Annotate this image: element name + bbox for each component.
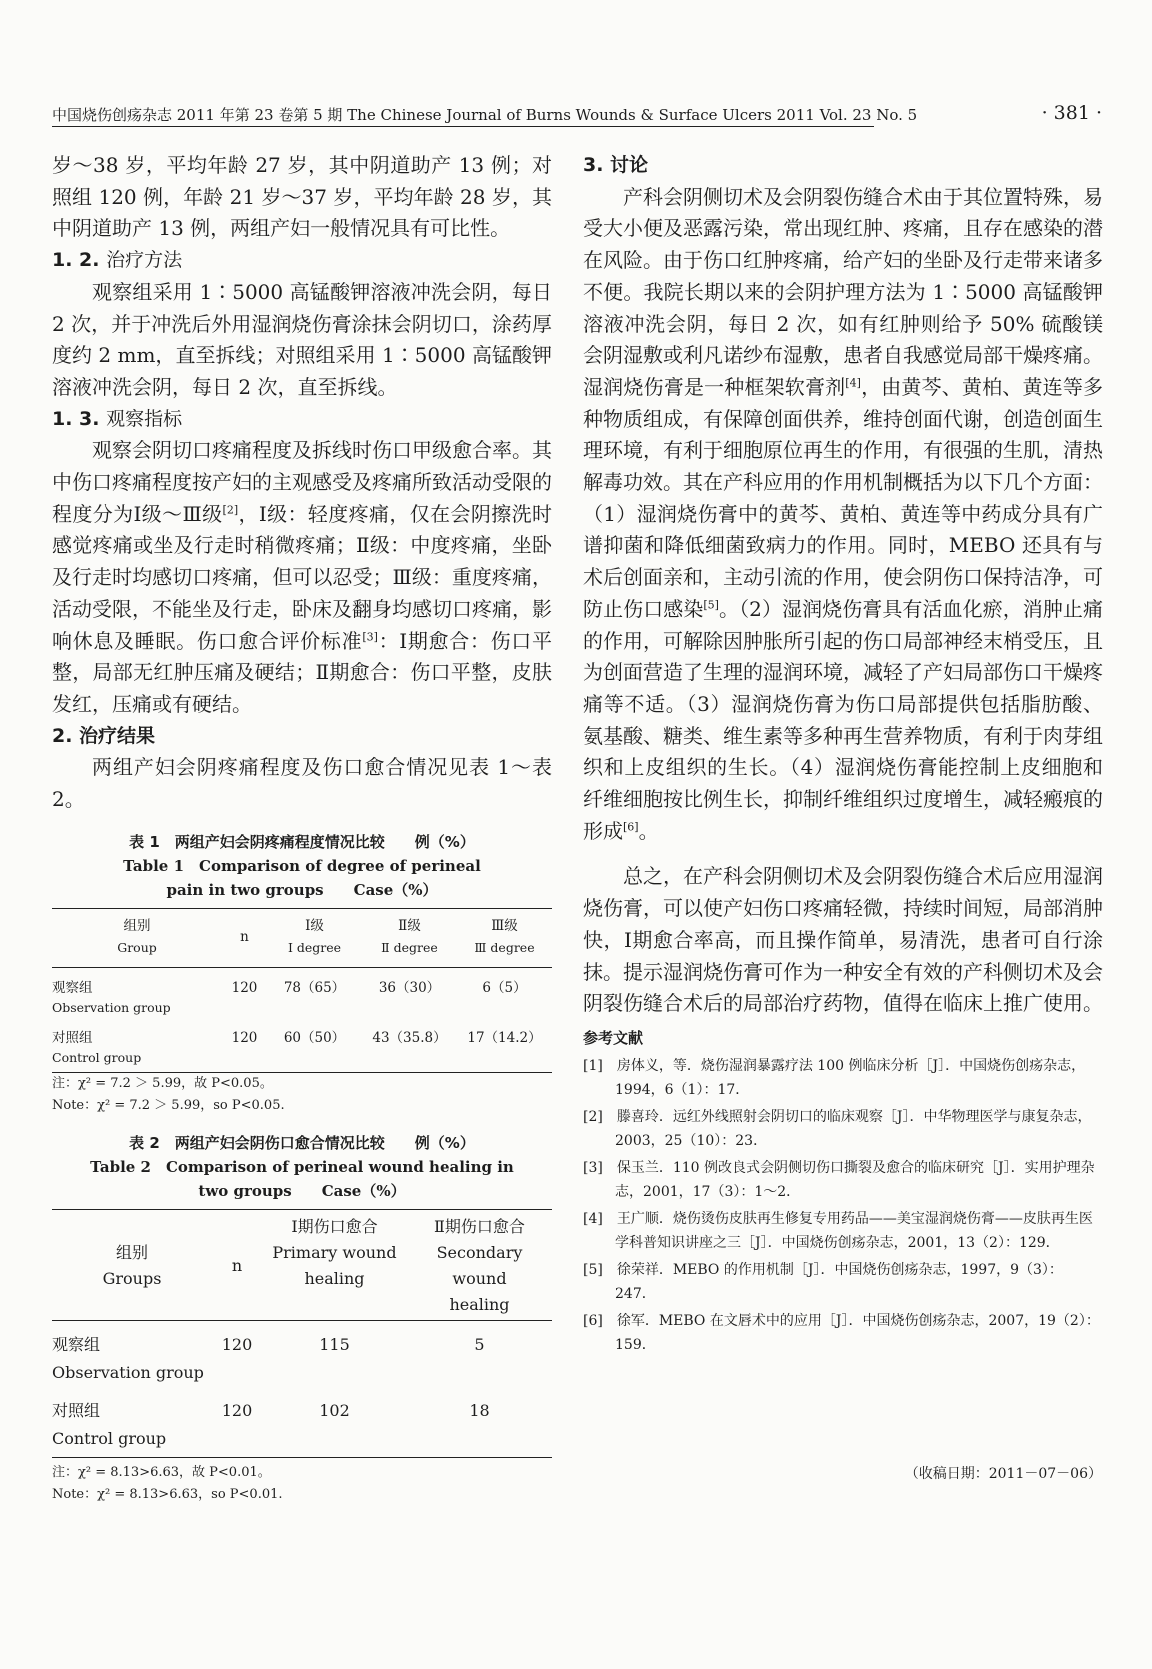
text-run: 产科会阴侧切术及会阴裂伤缝合术由于其位置特殊，易受大小便及恶露污染，常出现红肿、疼痛，且存在感染的潜在风险。由于伤口红肿疼痛，给产妇的坐卧及行走带来诸多不便。我院长期以来的会阴护理方法为 1∶5000 高锰酸钾溶液冲洗会阴，每日 2 次，如有红肿则给予 50% 硫酸镁会阴湿敷或利凡诺纱布湿敷，患者自我感觉局部干燥疼痛。湿润烧伤膏是一种框架软膏剂 [583,184,1103,399]
cell-secondary: 18 [469,1400,490,1420]
paragraph-discussion [583,182,1103,848]
table1-note-zh: 注：χ² = 7.2 ＞ 5.99，故 P<0.05。 [52,1075,273,1091]
table2-caption-en-2: two groups Case（%） [198,1181,406,1200]
running-header [52,104,1102,130]
citation-ref: [4] [845,376,861,390]
paragraph-conclusion: 总之，在产科会阴侧切术及会阴裂伤缝合术后应用湿润烧伤膏，可以使产妇伤口疼痛轻微，持续时间短，局部消肿快，Ⅰ期愈合率高，而且操作简单，易清洗，患者可自行涂抹。提示湿润烧伤膏可作为一种安全有效的产科侧切术及会阴裂伤缝合术后的局部治疗药物，值得在临床上推广使用。 [583,864,1103,1016]
references-heading: 参考文献 [583,1028,644,1047]
table1-note-en: Note：χ² = 7.2 ＞ 5.99，so P<0.05. [52,1097,285,1113]
text-run: ，由黄芩、黄柏、黄连等多种物质组成，有保障创面供养，维持创面代谢，创造创面生理环境，有利于细胞原位再生的作用，有很强的生肌，清热解毒功效。其在产科应用的作用机制概括为以下几个方面：（1）湿润烧伤膏中的黄芩、黄柏、黄连等中药成分具有广谱抑菌和降低细菌致病力的作用。同时，MEBO 还具有与术后创面亲和，主动引流的作用，使会阴伤口保持洁净，可防止伤口感染 [583,374,1104,621]
cell-degree1: 78（65） [283,979,346,996]
table2-note-zh: 注：χ² = 8.13>6.63，故 P<0.01。 [52,1464,271,1480]
reference-item: [5] 徐荣祥．MEBO 的作用机制［J］．中国烧伤创疡杂志，1997，9（3）：247． [583,1261,1063,1302]
cell-primary: 115 [319,1334,350,1354]
table2-caption-zh: 表 2 两组产妇会阴伤口愈合情况比较 例（%） [129,1133,475,1152]
table2-note-en: Note：χ² = 8.13>6.63，so P<0.01. [52,1486,283,1502]
text-run: 。（2）湿润烧伤膏具有活血化瘀，消肿止痛的作用，可解除因肿胀所引起的伤口局部神经末梢受压，且为创面营造了生理的湿润环境，减轻了产妇局部伤口干燥疼痛等不适。（3）湿润烧伤膏为伤口局部提供包括脂肪酸、氨基酸、糖类、维生素等多种再生营养物质，有利于肉芽组织和上皮组织的生长。（4）湿润烧伤膏能控制上皮细胞和纤维细胞按比例生长，抑制纤维组织过度增生，减轻瘢痕的形成 [583,596,1103,843]
th-n: n [240,928,249,945]
cell-degree3: 17（14.2） [467,1029,542,1046]
th-primary-en: Primary wound [272,1242,397,1262]
th-secondary-en: Secondary wound [436,1242,523,1288]
table-row [52,967,552,1018]
cell-n: 120 [231,979,258,996]
table-pain-degree [52,908,552,1073]
table1-caption-zh: 表 1 两组产妇会阴疼痛程度情况比较 例（%） [129,832,475,851]
table1-caption-en: Table 1 Comparison of degree of perineal [123,856,481,875]
cell-primary: 102 [319,1400,350,1420]
citation-ref: [5] [703,598,719,612]
received-date: （收稿日期：2011－07－06） [904,1466,1102,1482]
table-row [52,1387,552,1458]
th-group-en: Groups [102,1268,162,1288]
th-primary-en-2: healing [304,1268,365,1288]
th-degree2-en: Ⅱ degree [381,939,438,955]
citation-ref: [2] [222,503,239,517]
journal-header: 中国烧伤创疡杂志 2011 年第 23 卷第 5 期 The Chinese Journal of Burns Wounds & Surface Ulcers 2011 Vol. 23 No. 5 [52,106,918,124]
text-run: ：Ⅰ期愈合：伤口平整，局部无红肿压痛及硬结；Ⅱ期愈合：伤口平整，皮肤发红，压痛或有硬结。 [52,628,552,716]
heading-number: 1. 3. [52,407,100,430]
cell-group: 观察组 [52,1334,101,1354]
heading-text: 治疗方法 [106,249,183,272]
citation-ref: [6] [623,820,639,834]
reference-item: [3] 保玉兰．110 例改良式会阴侧切伤口撕裂及愈合的临床研究［J］．实用护理杂志，2001，17（3）：1～2． [583,1159,1095,1200]
heading-observation-index [52,404,552,436]
reference-item: [1] 房体义，等．烧伤湿润暴露疗法 100 例临床分析［J］．中国烧伤创疡杂志，1994，6（1）：17． [583,1057,1086,1098]
table-row [52,1320,552,1387]
text-run: ，Ⅰ级：轻度疼痛，仅在会阴擦洗时感觉疼痛或坐及行走时稍微疼痛；Ⅱ级：中度疼痛，坐卧及行走时均感切口疼痛，但可以忍受；Ⅲ级：重度疼痛，活动受限，不能坐及行走，卧床及翻身均感切口疼痛，影响休息及睡眠。伤口愈合评价标准 [52,501,553,653]
left-column [52,150,552,1506]
right-column [583,150,1103,1360]
th-primary-zh: Ⅰ期伤口愈合 [291,1216,378,1236]
table-wound-healing [52,1209,552,1458]
paragraph-results: 两组产妇会阴疼痛程度及伤口愈合情况见表 1～表 2。 [52,755,552,812]
cell-degree2: 43（35.8） [372,1029,447,1046]
citation-ref: [3] [362,629,378,643]
cell-n: 120 [231,1029,258,1046]
cell-degree1: 60（50） [283,1029,346,1046]
heading-discussion: 3. 讨论 [583,154,649,176]
cell-n: 120 [221,1334,253,1354]
paragraph-observation [52,435,552,720]
reference-item: [6] 徐军．MEBO 在文唇术中的应用［J］．中国烧伤创疡杂志，2007，19（2）：159． [583,1312,1100,1353]
th-n: n [231,1255,243,1275]
cell-group-en: Control group [52,1428,167,1448]
heading-treatment-method [52,245,552,277]
table-row [52,1018,552,1073]
text-run: 观察会阴切口疼痛程度及拆线时伤口甲级愈合率。其中伤口疼痛程度按产妇的主观感受及疼痛所致活动受限的程度分为Ⅰ级～Ⅲ级 [52,438,552,526]
reference-item: [2] 滕喜玲．远红外线照射会阴切口的临床观察［J］．中华物理医学与康复杂志，2003，25（10）：23． [583,1108,1092,1149]
header-rule [52,126,874,127]
table2-caption-en: Table 2 Comparison of perineal wound healing in [90,1157,514,1176]
reference-list [583,1054,1103,1357]
cell-group-en: Observation group [52,999,171,1015]
cell-n: 120 [221,1400,253,1420]
paragraph-treatment: 观察组采用 1∶5000 高锰酸钾溶液冲洗会阴，每日 2 次，并于冲洗后外用湿润烧伤膏涂抹会阴切口，涂药厚度约 2 mm，直至拆线；对照组采用 1∶5000 高锰酸钾溶液冲洗会阴，每日 2 次，直至拆线。 [52,279,552,399]
page-number: · 381 · [1041,102,1102,124]
th-secondary-zh: Ⅱ期伤口愈合 [434,1216,525,1236]
cell-group: 观察组 [52,979,93,996]
th-group-en: Group [117,939,157,955]
cell-secondary: 5 [474,1334,485,1354]
th-group-zh: 组别 [115,1242,148,1262]
text-run: 。 [638,818,659,843]
th-degree2-zh: Ⅱ级 [398,917,421,934]
th-degree3-en: Ⅲ degree [474,939,535,955]
cell-group-en: Control group [52,1049,142,1065]
heading-results: 2. 治疗结果 [52,724,156,747]
cell-group: 对照组 [52,1029,93,1046]
heading-text: 观察指标 [106,407,183,430]
cell-group-en: Observation group [52,1362,204,1382]
cell-degree3: 6（5） [482,979,527,996]
th-degree1-zh: Ⅰ级 [305,917,324,934]
reference-item: [4] 王广顺．烧伤烫伤皮肤再生修复专用药品——美宝湿润烧伤膏——皮肤再生医学科普知识讲座之三［J］．中国烧伤创疡杂志，2001，13（2）：129． [583,1210,1093,1251]
table1-caption-en-2: pain in two groups Case（%） [166,880,438,899]
cell-degree2: 36（30） [378,979,441,996]
th-secondary-en-2: healing [449,1294,510,1314]
paragraph-subjects: 岁～38 岁，平均年龄 27 岁，其中阴道助产 13 例；对照组 120 例，年龄 21 岁～37 岁，平均年龄 28 岁，其中阴道助产 13 例，两组产妇一般情况具有可比性。 [52,153,552,241]
th-group-zh: 组别 [123,917,151,934]
heading-number: 1. 2. [52,249,100,272]
th-degree3-zh: Ⅲ级 [491,917,518,934]
th-degree1-en: Ⅰ degree [287,939,342,955]
cell-group: 对照组 [52,1400,101,1420]
